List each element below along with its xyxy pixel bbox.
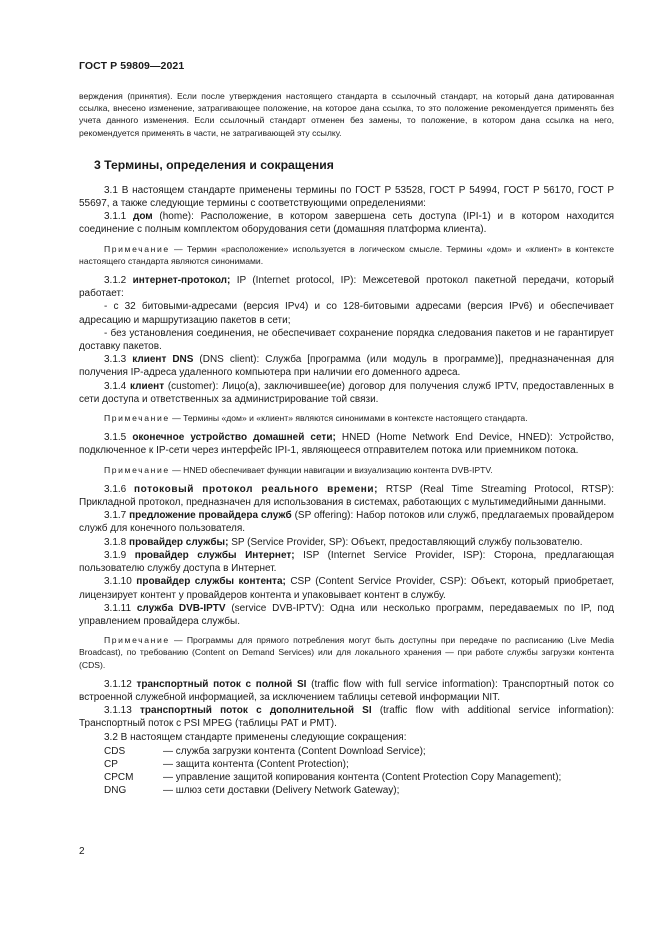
note-3: Примечание — HNED обеспечивает функции навигации и визуализацию контента DVB-IPTV.: [104, 464, 493, 475]
term-name: предложение провайдера служб: [129, 510, 292, 522]
term-3-1-6: 3.1.6 потоковый протокол реального времени; RTSP (Real Time Streaming Protocol, RTSP): Прикладной протокол, предназначен для использования в системах, работающих с мультимедийными данными.: [79, 483, 614, 509]
term-3-1-8: 3.1.8 провайдер службы; SP (Service Provider, SP): Объект, предоставляющий службу пользователю.: [104, 536, 583, 548]
document-header: ГОСТ Р 59809—2021: [79, 60, 185, 72]
abbreviation-row: [79, 771, 614, 784]
abbreviation-description: — управление защитой копирования контента (Content Protection Copy Management);: [163, 772, 562, 784]
term-3-1-12: 3.1.12 транспортный поток с полной SI (traffic flow with full service information): Транспортный поток со встроенной служебной информацией, за исключением таблицы сетевой информации NIT.: [79, 678, 614, 703]
term-name: дом: [132, 211, 153, 223]
term-name: клиент: [129, 380, 165, 392]
note-label: Примечание: [104, 243, 170, 254]
abbreviation-row: [79, 745, 614, 758]
term-3-1-3: 3.1.3 клиент DNS (DNS client): Служба [программа (или модуль в программе)], предназначенная для получения IP-адреса удаленного компьютера при наличии его доменного адреса.: [79, 354, 614, 379]
abbreviation-code: CPCM: [104, 772, 134, 784]
term-3-1-2-bullet-2: - без установления соединения, не обеспечивает сохранение порядка следования пакетов и не гарантирует доставку пакетов.: [79, 327, 614, 353]
term-3-1-10: 3.1.10 провайдер службы контента; CSP (Content Service Provider, CSP): Объект, который приобретает, лицензирует контент у провайдеров контента и упаковывает контент в службу.: [79, 576, 614, 601]
term-3-1-4: 3.1.4 клиент (customer): Лицо(а), заключившее(ие) договор для получения служб IPTV, предоставленных в сети доступа и ответственных за администрирование той связи.: [79, 380, 614, 405]
term-3-1-1: 3.1.1 дом (home): Расположение, в котором завершена сеть доступа (IPI-1) и в котором находится соединение с полным комплектом оборудования сети (домашняя платформа клиента).: [79, 211, 614, 236]
term-3-1-2-bullet-1: - с 32 битовыми-адресами (версия IPv4) и со 128-битовыми адресами (версия IPv6) и обеспечивает адресацию и маршрутизацию пакетов в сети;: [79, 301, 614, 326]
note-label: Примечание: [104, 413, 170, 424]
term-name: служба DVB-IPTV: [136, 602, 226, 614]
section-title: 3 Термины, определения и сокращения: [94, 157, 334, 172]
term-3-1-11: 3.1.11 служба DVB-IPTV (service DVB-IPTV): Одна или несколько программ, передаваемых по IP, под управлением провайдера службы.: [79, 602, 614, 627]
term-3-1-5: 3.1.5 оконечное устройство домашней сети; HNED (Home Network End Device, HNED): Устройство, подключенное к IP-сети через интерфейс IPI-1, являющееся отправителем потока или приемником потока.: [79, 432, 614, 457]
term-name: транспортный поток с полной SI: [136, 678, 307, 690]
page-number: 2: [79, 846, 85, 857]
term-name: провайдер службы Интернет;: [134, 549, 295, 561]
note-label: Примечание: [104, 464, 170, 475]
term-3-1-7: 3.1.7 предложение провайдера служб (SP offering): Набор потоков или служб, предлагаемых провайдером служб для конечного пользователя.: [79, 510, 614, 535]
term-name: клиент DNS: [132, 354, 194, 366]
note-2: Примечание — Термины «дом» и «клиент» являются синонимами в контексте настоящего стандарта.: [104, 413, 528, 424]
term-name: провайдер службы контента;: [136, 576, 286, 588]
term-name: провайдер службы;: [129, 536, 229, 548]
note-1: Примечание — Термин «расположение» используется в логическом смысле. Термины «дом» и «клиент» в контексте настоящего стандарта являются синонимами.: [79, 243, 614, 266]
abbreviation-row: [79, 784, 614, 797]
abbreviation-code: DNG: [104, 785, 127, 797]
abbreviation-row: [79, 758, 614, 771]
abbreviation-description: — защита контента (Content Protection);: [163, 758, 349, 770]
document-body: [79, 90, 614, 798]
note-4: Примечание — Программы для прямого потребления могут быть доступны при передаче по расписанию (Live Media Broadcast), по требованию (Content on Demand Services) или для локального хранения — при работе службы загрузки контента (CDS).: [79, 635, 614, 670]
term-name: потоковый протокол реального времени;: [133, 483, 379, 495]
note-label: Примечание: [104, 635, 170, 646]
term-3-1-9: 3.1.9 провайдер службы Интернет; ISP (Internet Service Provider, ISP): Сторона, предлагающая пользователю службу доступа в Интернет.: [79, 549, 614, 575]
continuation-paragraph: верждения (принятия). Если после утверждения настоящего стандарта в ссылочный стандарт, на который дана датированная ссылка, внесено изменение, затрагивающее положение, на которое дана ссылка, то это положение рекомендуется применять без учета данного изменения. Если ссылочный стандарт отменен без замены, то положение, в котором дана ссылка на него, рекомендуется применять в части, не затрагивающей эту ссылку.: [79, 91, 614, 138]
abbreviation-code: CDS: [104, 745, 126, 757]
paragraph-3-1: 3.1 В настоящем стандарте применены термины по ГОСТ Р 53528, ГОСТ Р 54994, ГОСТ Р 56170, ГОСТ Р 55697, а также следующие термины с соответствующими определениями:: [79, 184, 614, 210]
paragraph-3-2: 3.2 В настоящем стандарте применены следующие сокращения:: [104, 731, 407, 743]
term-3-1-13: 3.1.13 транспортный поток с дополнительной SI (traffic flow with additional service information): Транспортный поток с PSI MPEG (таблицы PAT и PMT).: [79, 705, 614, 730]
term-name: оконечное устройство домашней сети;: [132, 432, 336, 444]
abbreviation-description: — шлюз сети доставки (Delivery Network Gateway);: [163, 785, 400, 797]
abbreviation-description: — служба загрузки контента (Content Download Service);: [163, 745, 426, 757]
abbreviation-list: [79, 745, 614, 798]
term-3-1-2: 3.1.2 интернет-протокол; IP (Internet protocol, IP): Межсетевой протокол пакетной передачи, который работает:: [79, 275, 614, 300]
term-name: интернет-протокол;: [132, 275, 231, 287]
abbreviation-code: CP: [104, 758, 118, 770]
term-name: транспортный поток с дополнительной SI: [140, 705, 372, 717]
